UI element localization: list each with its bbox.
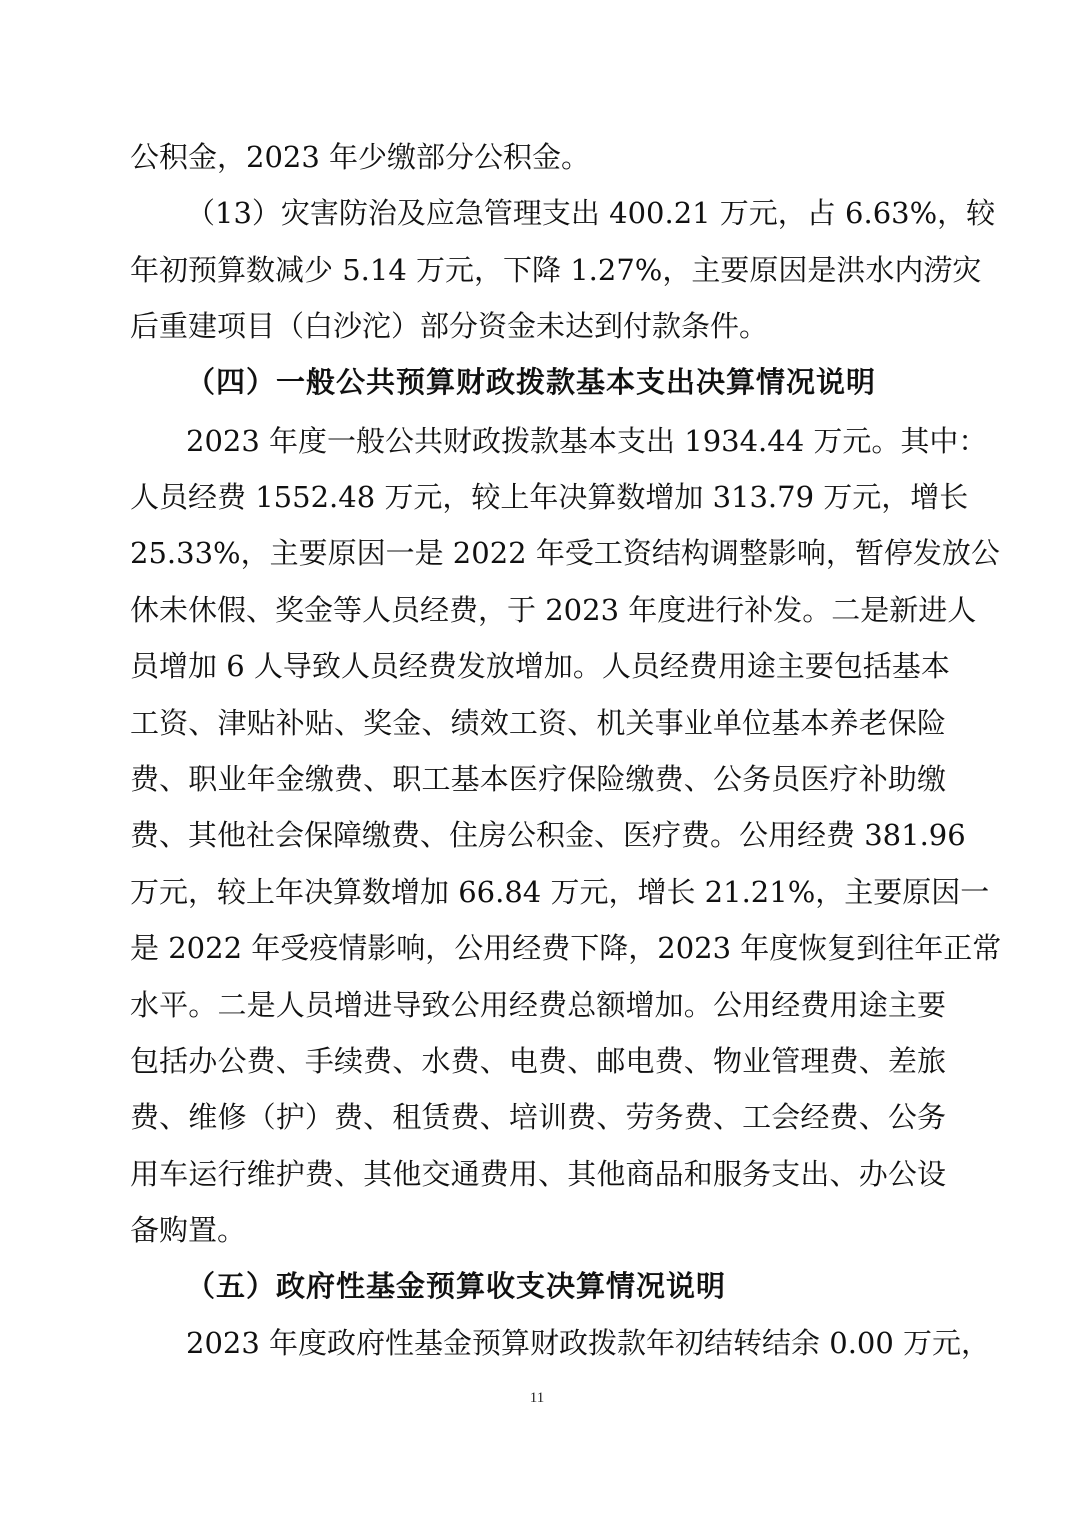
text-line: 公积金，2023 年少缴部分公积金。 [130,140,591,174]
text-line: 水平。二是人员增进导致公用经费总额增加。公用经费用途主要 [130,988,946,1022]
text-line: 费、维修（护）费、租赁费、培训费、劳务费、工会经费、公务 [130,1100,946,1134]
text-line: 休未休假、奖金等人员经费，于 2023 年度进行补发。二是新进人 [130,593,977,627]
text-line: 包括办公费、手续费、水费、电费、邮电费、物业管理费、差旅 [130,1044,946,1078]
page-number: 11 [529,1390,545,1406]
text-line: 人员经费 1552.48 万元，较上年决算数增加 313.79 万元，增长 [130,480,969,514]
section-heading: （五）政府性基金预算收支决算情况说明 [186,1269,727,1303]
text-line: 用车运行维护费、其他交通费用、其他商品和服务支出、办公设 [130,1157,946,1191]
text-line: 是 2022 年受疫情影响，公用经费下降，2023 年度恢复到往年正常 [130,931,1002,965]
text-line: 万元，较上年决算数增加 66.84 万元，增长 21.21%，主要原因一 [130,875,990,909]
text-line: 员增加 6 人导致人员经费发放增加。人员经费用途主要包括基本 [130,649,950,683]
section-heading: （四）一般公共预算财政拨款基本支出决算情况说明 [186,365,877,399]
text-line: 费、职业年金缴费、职工基本医疗保险缴费、公务员医疗补助缴 [130,762,946,796]
text-line: 费、其他社会保障缴费、住房公积金、医疗费。公用经费 381.96 [130,818,966,852]
text-line: 25.33%，主要原因一是 2022 年受工资结构调整影响，暂停发放公 [130,536,1000,570]
text-line: 后重建项目（白沙沱）部分资金未达到付款条件。 [130,309,769,343]
text-line: 工资、津贴补贴、奖金、绩效工资、机关事业单位基本养老保险 [130,706,946,740]
text-line: 备购置。 [130,1213,247,1247]
text-line: 2023 年度一般公共财政拨款基本支出 1934.44 万元。其中： [186,424,988,458]
text-line: （13）灾害防治及应急管理支出 400.21 万元，占 6.63%，较 [186,196,996,230]
text-line: 2023 年度政府性基金预算财政拨款年初结转结余 0.00 万元， [186,1326,991,1360]
text-line: 年初预算数减少 5.14 万元，下降 1.27%，主要原因是洪水内涝灾 [130,253,982,287]
